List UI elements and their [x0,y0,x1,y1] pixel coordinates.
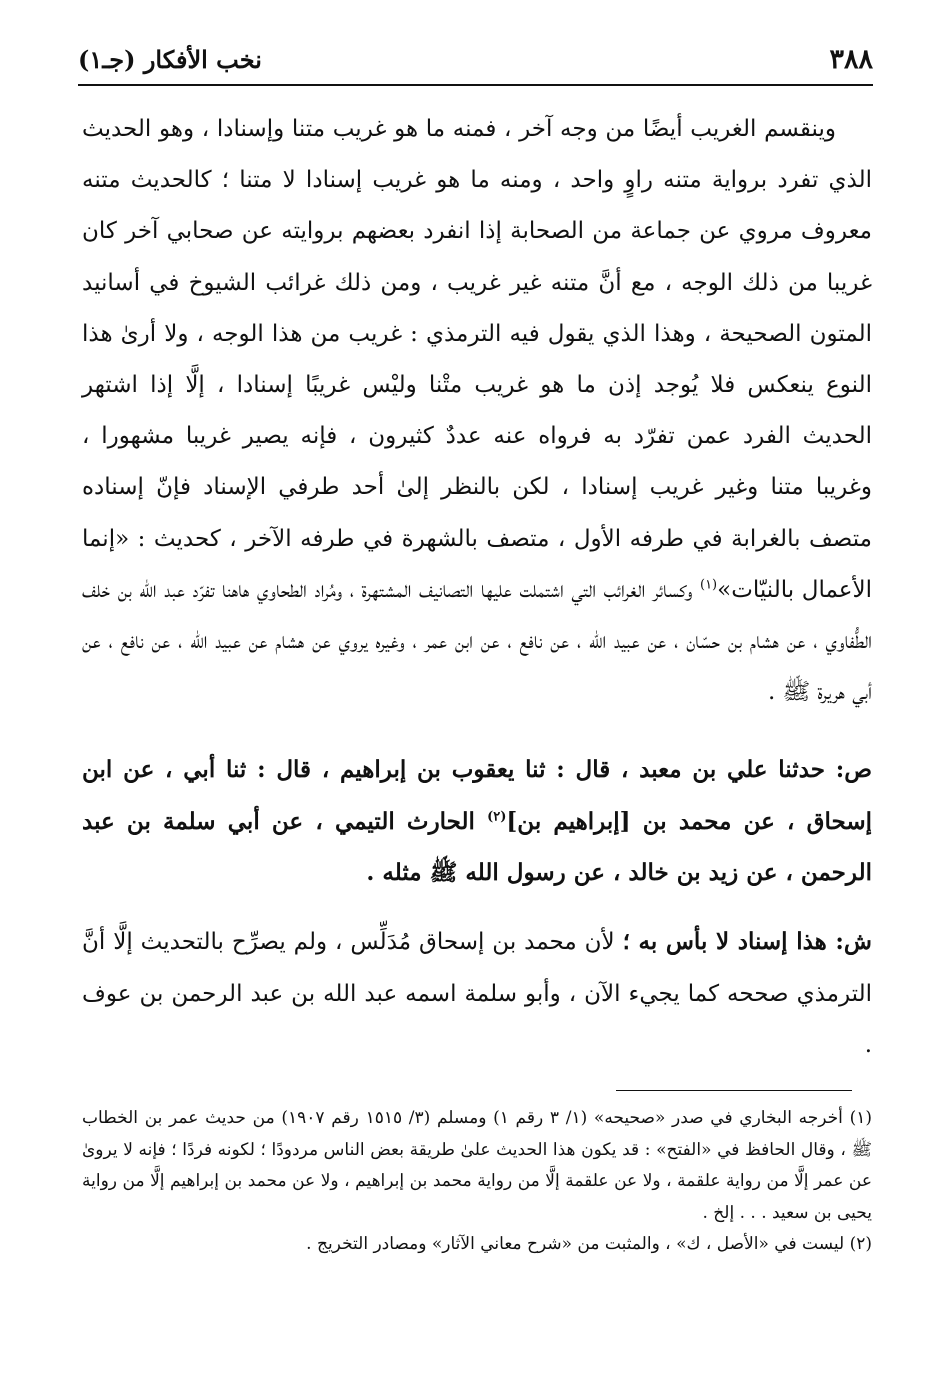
page-number: ٣٨٨ [829,44,873,75]
footnote-separator [616,1090,852,1091]
footnote-2: (٢) ليست في «الأصل ، ك» ، والمثبت من «شرح معاني الآثار» ومصادر التخريج . [306,1234,872,1254]
sharh-lead: هذا إسناد لا بأس به ؛ [622,928,836,955]
footnote-1: (١) أخرجه البخاري في صدر «صحيحه» (١/ ٣ رقم ١) ومسلم (٣/ ١٥١٥ رقم ١٩٠٧) من حديث عمر بن الخطاب ﷺ ، وقال الحافظ في «الفتح» : قد يكون هذا الحديث علىٰ طريقة بعض الناس مردودًا ؛ لكونه فردًا ؛ فإنه لا يروىٰ عن عمر إلَّا من رواية علقمة ، ولا عن علقمة إلَّا من رواية محمد بن إبراهيم ، ولا عن محمد بن إبراهيم إلَّا من رواية يحيى بن سعيد . . . إلخ . [82,1108,872,1223]
sharh-paragraph [82,916,872,1072]
hadith-matn [82,744,872,899]
page-header [78,38,873,86]
sharh-section [82,916,872,1072]
commentary-text: وينقسم الغريب أيضًا من وجه آخر ، فمنه ما هو غريب متنا وإسنادا ، وهو الحديث الذي تفرد برواية متنه راوٍ واحد ، ومنه ما هو غريب إسنادا لا متنا ؛ كالحديث متنه معروف مروي عن جماعة من الصحابة إذا انفرد بعضهم بروايته عن صحابي آخر كان غريبا من ذلك الوجه ، مع أنَّ متنه غير غريب ، ومن ذلك غرائب الشيوخ في أسانيد المتون الصحيحة ، وهذا الذي يقول فيه الترمذي : غريب من هذا الوجه ، ولا أرىٰ هذا النوع ينعكس فلا يُوجد إذن ما هو غريب متْنا وليْس غريبًا إسنادا ، إلَّا إذا اشتهر الحديث الفرد عمن تفرّد به فرواه عنه عددٌ كثيرون ، فإنه يصير غريبا مشهورا ، وغريبا متنا وغير غريب إسنادا ، لكن بالنظر إلىٰ أحد طرفي الإسناد فإنّ إسناده متصف بالغرابة في طرفه الأول ، متصف بالشهرة في طرفه الآخر ، كحديث : «إنما الأعمال بالنيّات» [82,116,872,603]
sharh-label: ش: [835,928,872,955]
main-commentary [82,104,872,718]
footnote-ref-1: (١) [699,577,718,593]
sharh-text: لأن محمد بن إسحاق مُدَلِّس ، ولم يصرِّح بالتحديث إلَّا أنَّ الترمذي صححه كما يجيء الآن ، وأبو سلمة اسمه عبد الله بن عبد الرحمن بن عوف . [82,929,872,1058]
matn-paragraph [82,744,872,899]
matn-text-continued: الحارث التيمي ، عن أبي سلمة بن عبد الرحمن ، عن زيد بن خالد ، عن رسول الله ﷺ مثله . [82,807,872,886]
running-title: نخب الأفكار (جـ١) [78,45,262,74]
commentary-text-continued: وكسائر الغرائب التي اشتملت عليها التصانيف المشتهرة ، ومُراد الطحاوي هاهنا تفرّد عبد الله بن خلف الطُّفاوي ، عن هشام بن حسّان ، عن عبيد الله ، عن نافع ، عن ابن عمر ، وغيره يروي عن هشام عن عبيد الله ، عن نافع ، عن أبي هريرة ﷺ . [82,576,872,706]
matn-text: حدثنا علي بن معبد ، قال : ثنا يعقوب بن إبراهيم ، قال : ثنا أبي ، عن ابن إسحاق ، عن محمد بن [إبراهيم بن] [82,756,872,835]
matn-label: ص: [835,756,872,783]
commentary-paragraph [82,104,872,718]
footnote-ref-2: (٢) [487,808,507,824]
footnotes [82,1103,872,1261]
